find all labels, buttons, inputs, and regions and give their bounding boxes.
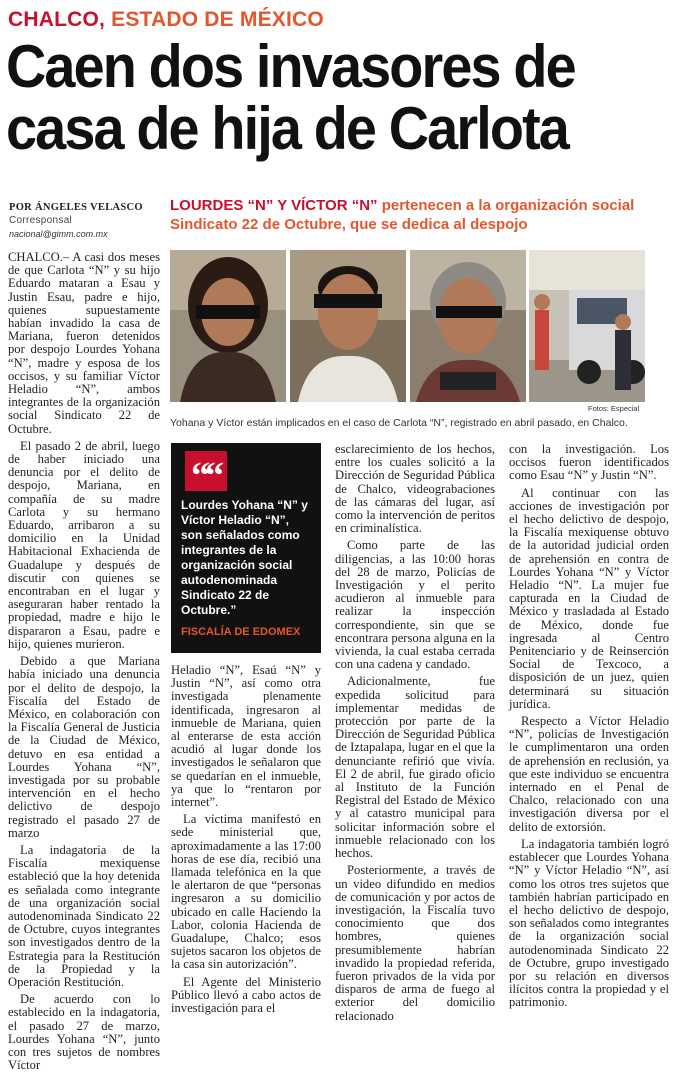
kicker-place: CHALCO, bbox=[8, 8, 106, 31]
dek-bold: LOURDES “N” Y VÍCTOR “N” bbox=[170, 197, 378, 214]
pull-quote-text: Lourdes Yohana “N” y Víctor Heladio “N”, son señalados como integrantes de la organización social autodenominada Sindicato 22 de Octubre.” bbox=[181, 498, 308, 617]
dek-subheadline bbox=[170, 196, 670, 234]
pull-quote-source: FISCALÍA DE EDOMEX bbox=[181, 626, 301, 638]
photo-man bbox=[290, 250, 406, 402]
quote-marks-icon bbox=[185, 451, 227, 497]
section-kicker bbox=[8, 8, 324, 32]
article-column-2 bbox=[171, 664, 321, 1022]
headline-line-2: casa de hija de Carlota bbox=[6, 95, 568, 162]
paragraph: Al continuar con las acciones de investigación por el hecho delictivo de despojo, la Fiscalía mexiquense obtuvo de la autoridad judicial orden de aprehensión en contra de Lourdes Yohana “N” y Víctor Heladio “N”. La mujer fue capturada en la Ciudad de México y trasladada al Estado de México, donde fue ingresada al Centro Penitenciario y de Reinserción Social de Texcoco, a disposición de un juez, quien determinará su situación jurídica. bbox=[509, 485, 669, 711]
article-column-3 bbox=[335, 443, 495, 1023]
paragraph: La indagatoria también logró establecer que Lourdes Yohana “N” y Víctor Heladio “N”, así como los otros tres sujetos que también habrían participado en el hecho delictivo de despojo, son señalados como integrantes de la organización social autodenominada Sindicato 22 de Octubre, grupo investigado por su relación en diversos ilícitos contra la propiedad y el patrimonio. bbox=[509, 836, 669, 1010]
headline-line-1: Caen dos invasores de bbox=[6, 33, 575, 100]
photo-street-scene bbox=[529, 250, 645, 402]
article-column-1 bbox=[8, 250, 160, 1072]
article-column-4 bbox=[509, 443, 669, 1023]
paragraph: La víctima manifestó en sede ministerial que, aproximadamente a las 17:00 horas de ese día, recibió una llamada telefónica en la que le alertaron de que “personas ingresaron a su domicilio ubicado en calle Haciendo la Labor, colonia Hacienda de Guadalupe, Chalco; esos sujetos sacaron los objetos de la casa sin autorización”. bbox=[171, 812, 321, 972]
paragraph: Heladio “N”, Esaú “N” y Justin “N”, así como otra investigada plenamente identificada, ingresaron al inmueble de Mariana, quien al enterarse de esta acción acudió al lugar donde los investigados le señalaron que se quedarían en el inmueble, ya que lo “rentaron por internet”. bbox=[171, 663, 321, 810]
paragraph: esclarecimiento de los hechos, entre los cuales solicitó a la Dirección de Seguridad Pública de Chalco, videograbaciones de las cámaras del lugar, así como la intervención de peritos en criminalística. bbox=[335, 442, 495, 536]
byline-author: POR ÁNGELES VELASCO bbox=[9, 202, 143, 213]
photo-caption: Yohana y Víctor están implicados en el caso de Carlota “N”, registrado en abril pasado, en Chalco. bbox=[170, 417, 628, 429]
paragraph: CHALCO.– A casi dos meses de que Carlota “N” y su hijo Eduardo mataran a Esau y Justin Esau, padre e hijo, quienes supuestamente habían invadido la casa de Mariana, fueron detenidos por despojo Lourdes Yohana “N”, madre y esposa de los occisos, y su familiar Víctor Heladio “N”, ambos integrantes de la organización social Sindicato 22 de Octubre. bbox=[8, 250, 160, 436]
photo-woman bbox=[170, 250, 286, 402]
headline bbox=[6, 33, 624, 162]
dek-rest: pertenecen a la organización social Sindicato 22 de Octubre, que se dedica al despojo bbox=[170, 197, 635, 233]
paragraph: Como parte de las diligencias, a las 10:00 horas del 28 de marzo, Policías de Investigación y el perito acudieron al inmueble para realizar la inspección correspondiente, sin que se encontrara persona alguna en la vivienda, la cual estaba cerrada con una cadena y candado. bbox=[335, 538, 495, 672]
pull-quote-box bbox=[171, 443, 321, 653]
paragraph: La indagatoria de la Fiscalía mexiquense estableció que la hoy detenida es señalada como integrante de una organización social autodenominada Sindicato 22 de Octubre, cuyos integrantes son investigados dentro de la Estrategia para la Restitución de la Propiedad y la Operación Restitución. bbox=[8, 842, 160, 989]
paragraph: con la investigación. Los occisos fueron identificados como Esau “N” y Justin “N”. bbox=[509, 442, 669, 483]
paragraph: De acuerdo con lo establecido en la indagatoria, el pasado 27 de marzo, Lourdes Yohana “N”, junto con tres sujetos de nombres Víctor bbox=[8, 992, 160, 1072]
paragraph: Respecto a Víctor Heladio “N”, policías de Investigación le cumplimentaron una orden de aprehensión en reclusión, ya que este individuo se encuentra internado en el Penal de Chalco, relacionado con una investigación diversa por el delito de extorsión. bbox=[509, 714, 669, 834]
quote-mark-glyph: “ bbox=[191, 455, 210, 497]
paragraph: El pasado 2 de abril, luego de haber iniciado una denuncia por el delito de despojo, Mariana, en compañía de su madre Carlota y su hermano Eduardo, arribaron a su domicilio en la Unidad Habitacional Exhacienda de Guadalupe y después de discutir con quienes se encontraban en el lugar y aseguraran haber rentado la propiedad, madre e hijo le dispararon a Esau, padre e hijo, quienes murieron. bbox=[8, 438, 160, 651]
photo-credit: Fotos: Especial bbox=[588, 404, 640, 413]
paragraph: Debido a que Mariana había iniciado una denuncia por el delito de despojo, la Fiscalía del Estado de México, en colaboración con la Fiscalía General de Justicia de la Ciudad de México, detuvo en esa entidad a Lourdes Yohana “N”, investigada por su probable intervención en el hecho delictivo de despojo registrado el pasado 27 de marzo bbox=[8, 654, 160, 840]
byline-email: nacional@gimm.com.mx bbox=[9, 229, 108, 239]
paragraph: Adicionalmente, fue expedida solicitud para implementar medidas de protección por parte de la Dirección de Seguridad Pública de Iztapalapa, lugar en el que la denunciante refirió que vivía. El 2 de abril, fue girado oficio al Instituto de la Función Registral del Estado de México y al catastro municipal para solicitar información sobre el inmueble relacionado con los hechos. bbox=[335, 674, 495, 861]
byline-role: Corresponsal bbox=[9, 215, 73, 226]
paragraph: El Agente del Ministerio Público llevó a cabo actos de investigación para el bbox=[171, 974, 321, 1016]
paragraph: Posteriormente, a través de un video difundido en medios de comunicación y por actos de investigación, la Fiscalía tuvo conocimiento que dos hombres, quienes presumiblemente habrían invadido la propiedad referida, fueron privados de la vida por disparos de arma de fuego al exterior del domicilio relacionado bbox=[335, 863, 495, 1023]
kicker-state: ESTADO DE MÉXICO bbox=[111, 8, 324, 31]
photo-elderly-woman bbox=[410, 250, 526, 402]
quote-mark-glyph: “ bbox=[205, 455, 224, 497]
